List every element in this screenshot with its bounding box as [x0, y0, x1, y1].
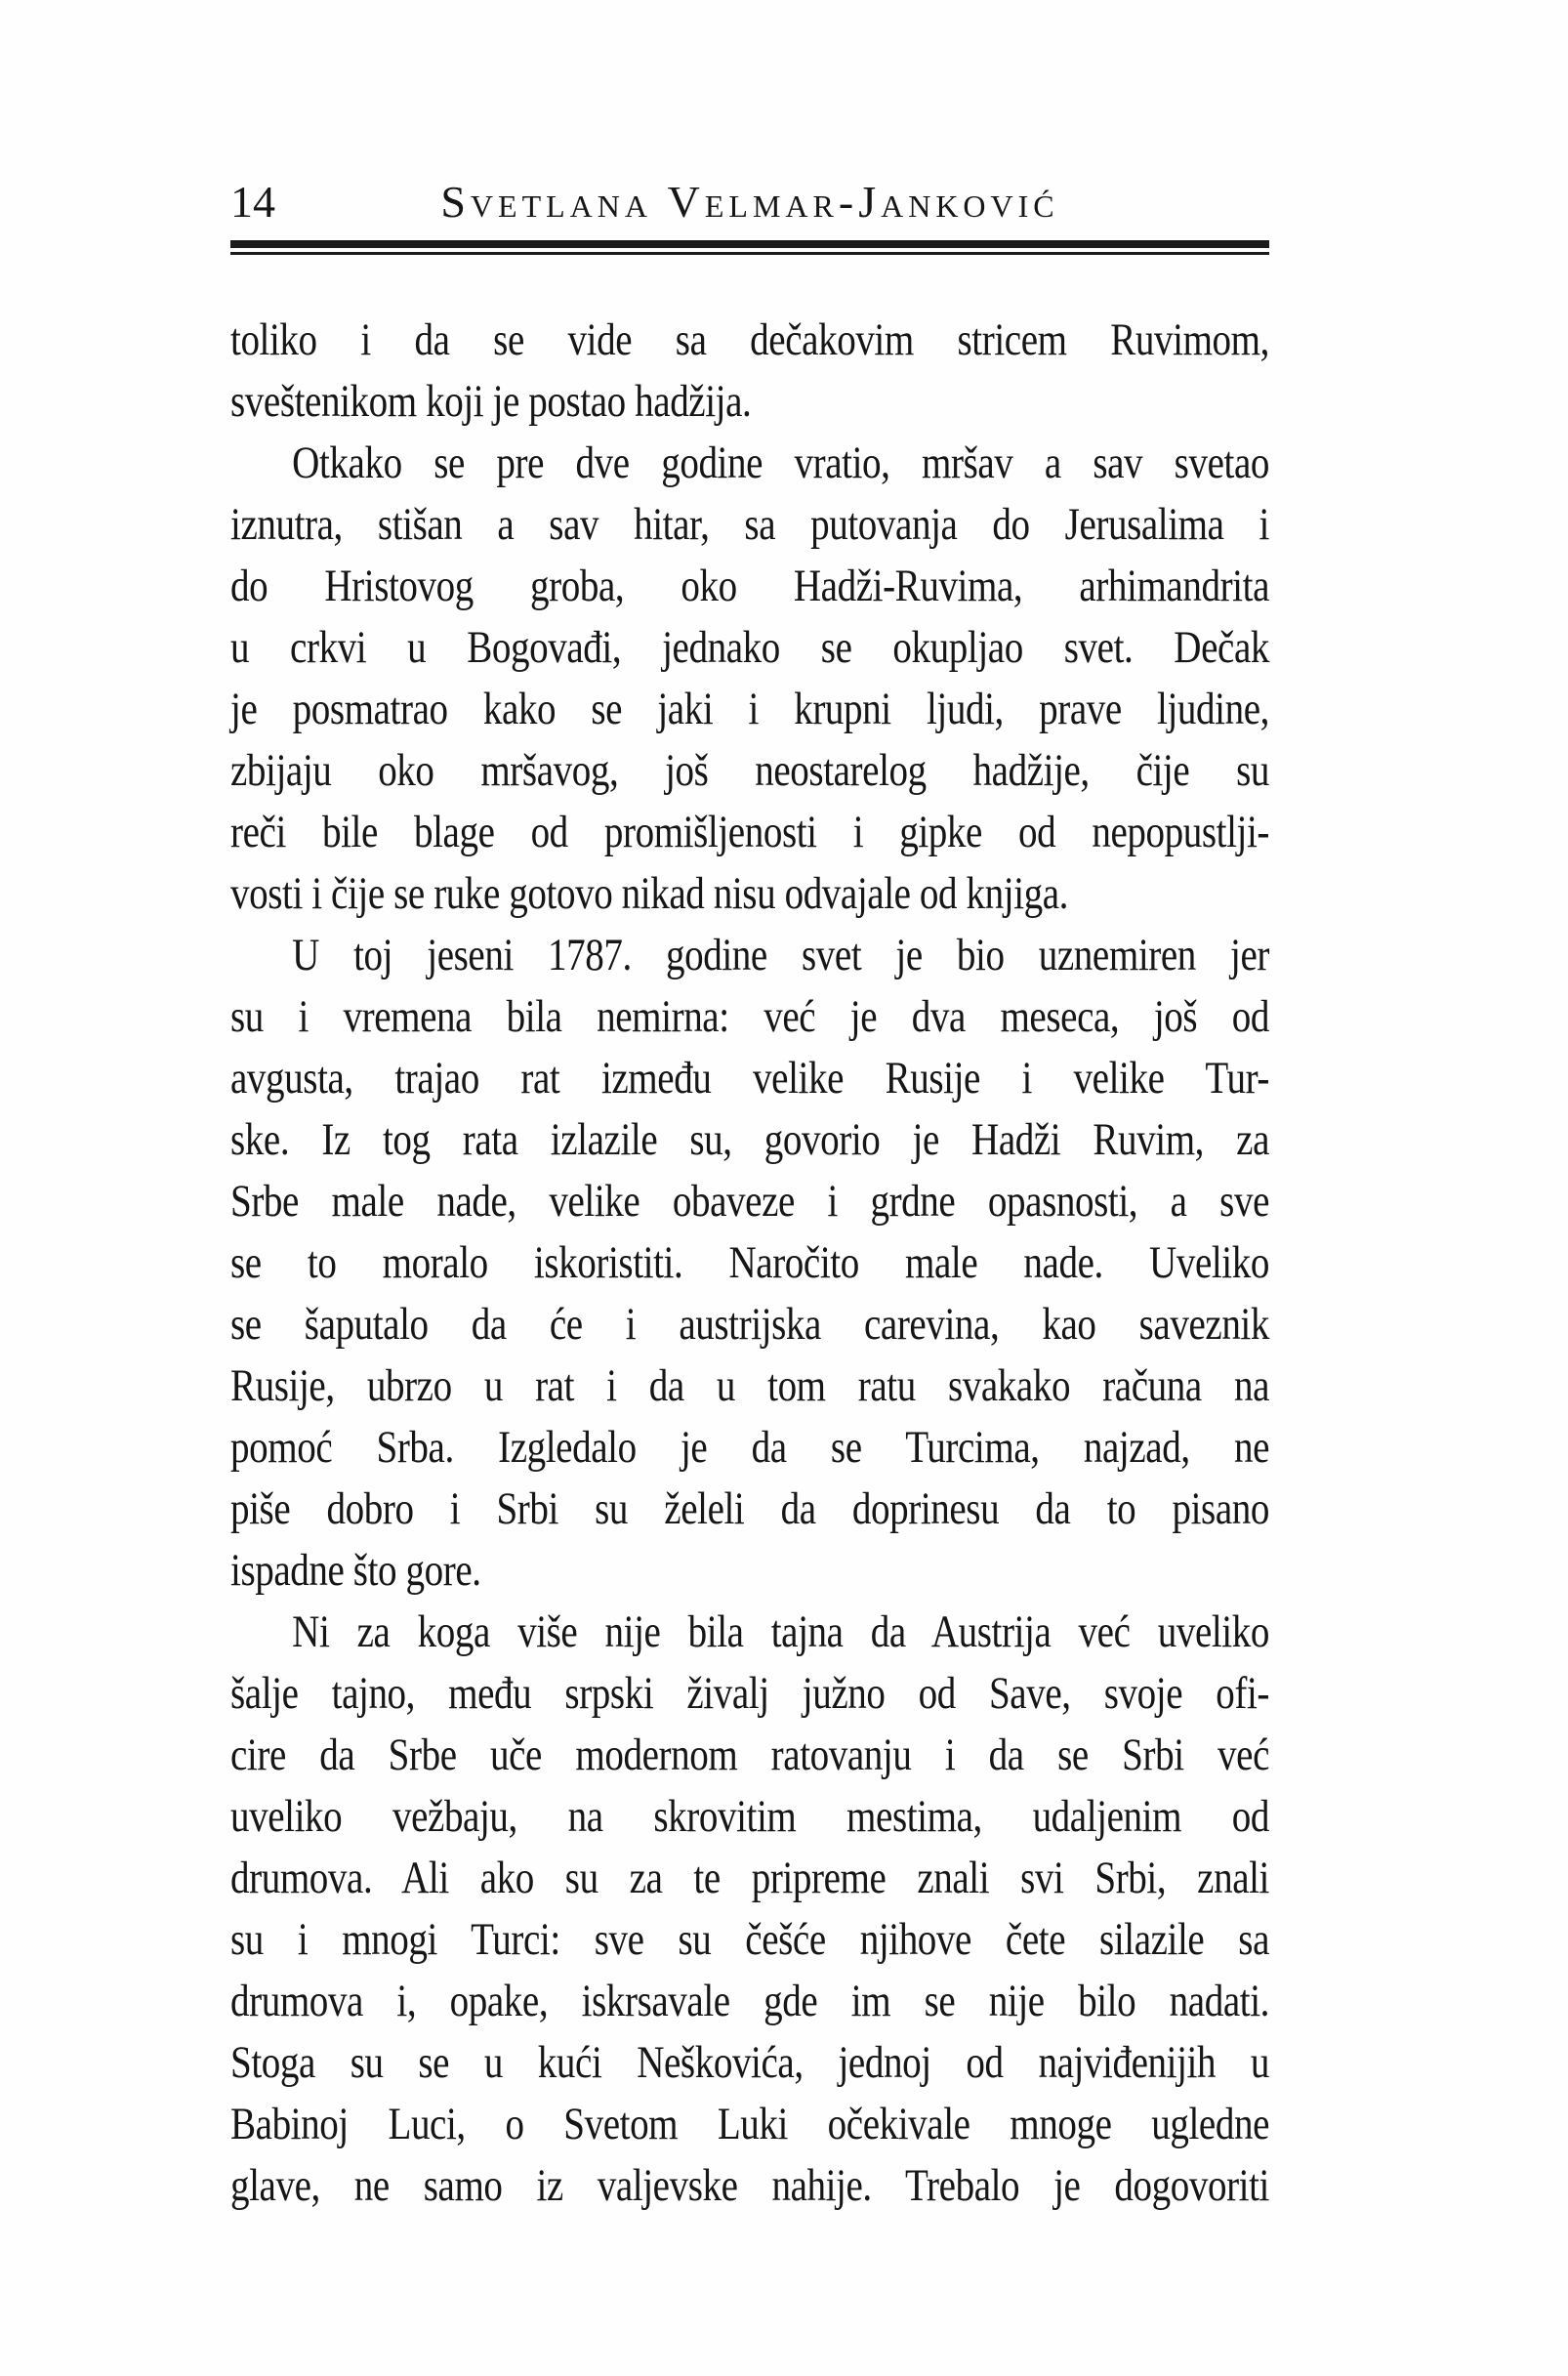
- text-line: U toj jeseni 1787. godine svet je bio uznemiren jer: [292, 930, 1269, 980]
- text-line: Ni za koga više nije bila tajna da Austrija već uveliko: [292, 1606, 1269, 1657]
- double-rule: [230, 240, 1269, 255]
- text-line: Stoga su se u kući Neškovića, jednoj od najviđenijih u: [230, 2037, 1269, 2088]
- page-header: [230, 177, 1269, 228]
- text-line: toliko i da se vide sa dečakovim stricem Ruvimom,: [230, 314, 1269, 365]
- text-line: šalje tajno, među srpski živalj južno od Save, svoje ofi-: [230, 1668, 1269, 1719]
- text-line: cire da Srbe uče modernom ratovanju i da se Srbi već: [230, 1730, 1269, 1780]
- text-line: do Hristovog groba, oko Hadži-Ruvima, arhimandrita: [230, 561, 1269, 611]
- text-line: glave, ne samo iz valjevske nahije. Trebalo je dogovoriti: [230, 2160, 1269, 2211]
- running-head: Svetlana Velmar-Janković: [440, 177, 1059, 227]
- text-line: vosti i čije se ruke gotovo nikad nisu odvajale od knjiga.: [230, 868, 1069, 919]
- text-line: je posmatrao kako se jaki i krupni ljudi, prave ljudine,: [230, 684, 1269, 734]
- text-line: pomoć Srba. Izgledalo je da se Turcima, najzad, ne: [230, 1422, 1269, 1473]
- text-line: u crkvi u Bogovađi, jednako se okupljao svet. Dečak: [230, 622, 1269, 673]
- text-line: se to moralo iskoristiti. Naročito male nade. Uveliko: [230, 1237, 1269, 1288]
- text-line: reči bile blage od promišljenosti i gipke od nepopustlji-: [230, 807, 1269, 857]
- text-line: drumova i, opake, iskrsavale gde im se nije bilo nadati.: [230, 1976, 1269, 2026]
- text-line: ske. Iz tog rata izlazile su, govorio je Hadži Ruvim, za: [230, 1114, 1269, 1165]
- text-line: Otkako se pre dve godine vratio, mršav a sav svetao: [292, 438, 1269, 488]
- page-number: 14: [230, 177, 275, 227]
- text-line: piše dobro i Srbi su želeli da doprinesu da to pisano: [230, 1483, 1269, 1534]
- rule-thick-line: [230, 240, 1269, 248]
- text-line: sveštenikom koji je postao hadžija.: [230, 376, 752, 427]
- text-line: zbijaju oko mršavog, još neostarelog hadžije, čije su: [230, 745, 1269, 796]
- text-line: su i vremena bila nemirna: već je dva meseca, još od: [230, 991, 1269, 1042]
- text-line: uveliko vežbaju, na skrovitim mestima, udaljenim od: [230, 1791, 1269, 1842]
- text-line: su i mnogi Turci: sve su češće njihove čete silazile sa: [230, 1914, 1269, 1965]
- text-line: Srbe male nade, velike obaveze i grdne opasnosti, a sve: [230, 1176, 1269, 1227]
- body-text: [230, 310, 1269, 2217]
- text-line: iznutra, stišan a sav hitar, sa putovanja do Jerusalima i: [230, 499, 1269, 550]
- text-line: se šaputalo da će i austrijska carevina, kao saveznik: [230, 1299, 1269, 1350]
- text-line: ispadne što gore.: [230, 1545, 481, 1596]
- text-line: drumova. Ali ako su za te pripreme znali svi Srbi, znali: [230, 1853, 1269, 1903]
- text-line: avgusta, trajao rat između velike Rusije i velike Tur-: [230, 1053, 1269, 1104]
- text-line: Rusije, ubrzo u rat i da u tom ratu svakako računa na: [230, 1360, 1269, 1411]
- rule-thin-line: [230, 252, 1269, 255]
- text-line: Babinoj Luci, o Svetom Luki očekivale mnoge ugledne: [230, 2099, 1269, 2149]
